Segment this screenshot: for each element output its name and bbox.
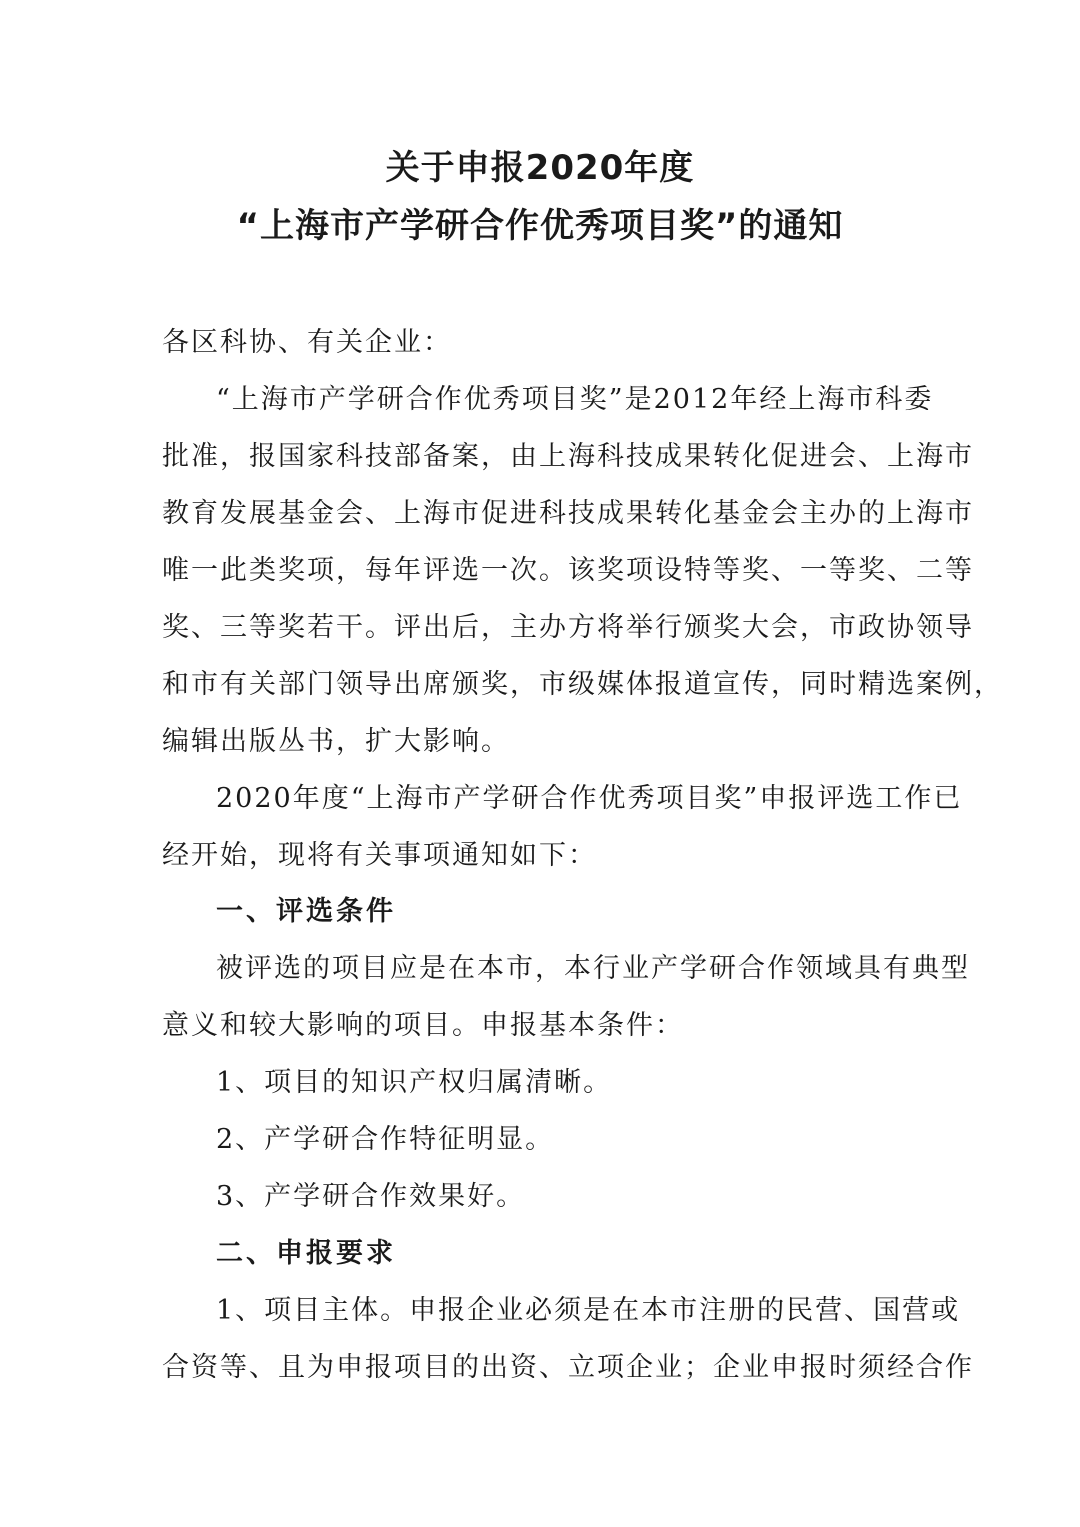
section2-para-line: 1、项目主体。申报企业必须是在本市注册的民营、国营或 <box>216 1295 961 1326</box>
section1-heading: 一、评选条件 <box>216 896 396 927</box>
para1-line: 编辑出版丛书，扩大影响。 <box>162 726 510 757</box>
para1-line: 和市有关部门领导出席颁奖，市级媒体报道宣传，同时精选案例， <box>162 669 1003 700</box>
document-title-line1: 关于申报2020年度 <box>385 148 695 188</box>
section1-para-line: 意义和较大影响的项目。申报基本条件： <box>162 1010 684 1041</box>
para1-line: 奖、三等奖若干。评出后，主办方将举行颁奖大会，市政协领导 <box>162 612 974 643</box>
section1-item: 2、产学研合作特征明显。 <box>216 1124 555 1155</box>
section2-heading: 二、申报要求 <box>216 1238 396 1269</box>
para1-line: 教育发展基金会、上海市促进科技成果转化基金会主办的上海市 <box>162 498 974 529</box>
salutation: 各区科协、有关企业： <box>162 327 452 358</box>
section1-item: 1、项目的知识产权归属清晰。 <box>216 1067 613 1098</box>
para1-line: 唯一此类奖项，每年评选一次。该奖项设特等奖、一等奖、二等 <box>162 555 974 586</box>
section1-item: 3、产学研合作效果好。 <box>216 1181 526 1212</box>
section2-para-line: 合资等、且为申报项目的出资、立项企业；企业申报时须经合作 <box>162 1352 974 1383</box>
para2-line: 经开始，现将有关事项通知如下： <box>162 840 597 871</box>
para1-line: “上海市产学研合作优秀项目奖”是2012年经上海市科委 <box>216 384 934 415</box>
para1-line: 批准，报国家科技部备案，由上海科技成果转化促进会、上海市 <box>162 441 974 472</box>
document-title-line2: “上海市产学研合作优秀项目奖”的通知 <box>236 206 844 246</box>
section1-para-line: 被评选的项目应是在本市，本行业产学研合作领域具有典型 <box>216 953 970 984</box>
para2-line: 2020年度“上海市产学研合作优秀项目奖”申报评选工作已 <box>216 783 963 814</box>
